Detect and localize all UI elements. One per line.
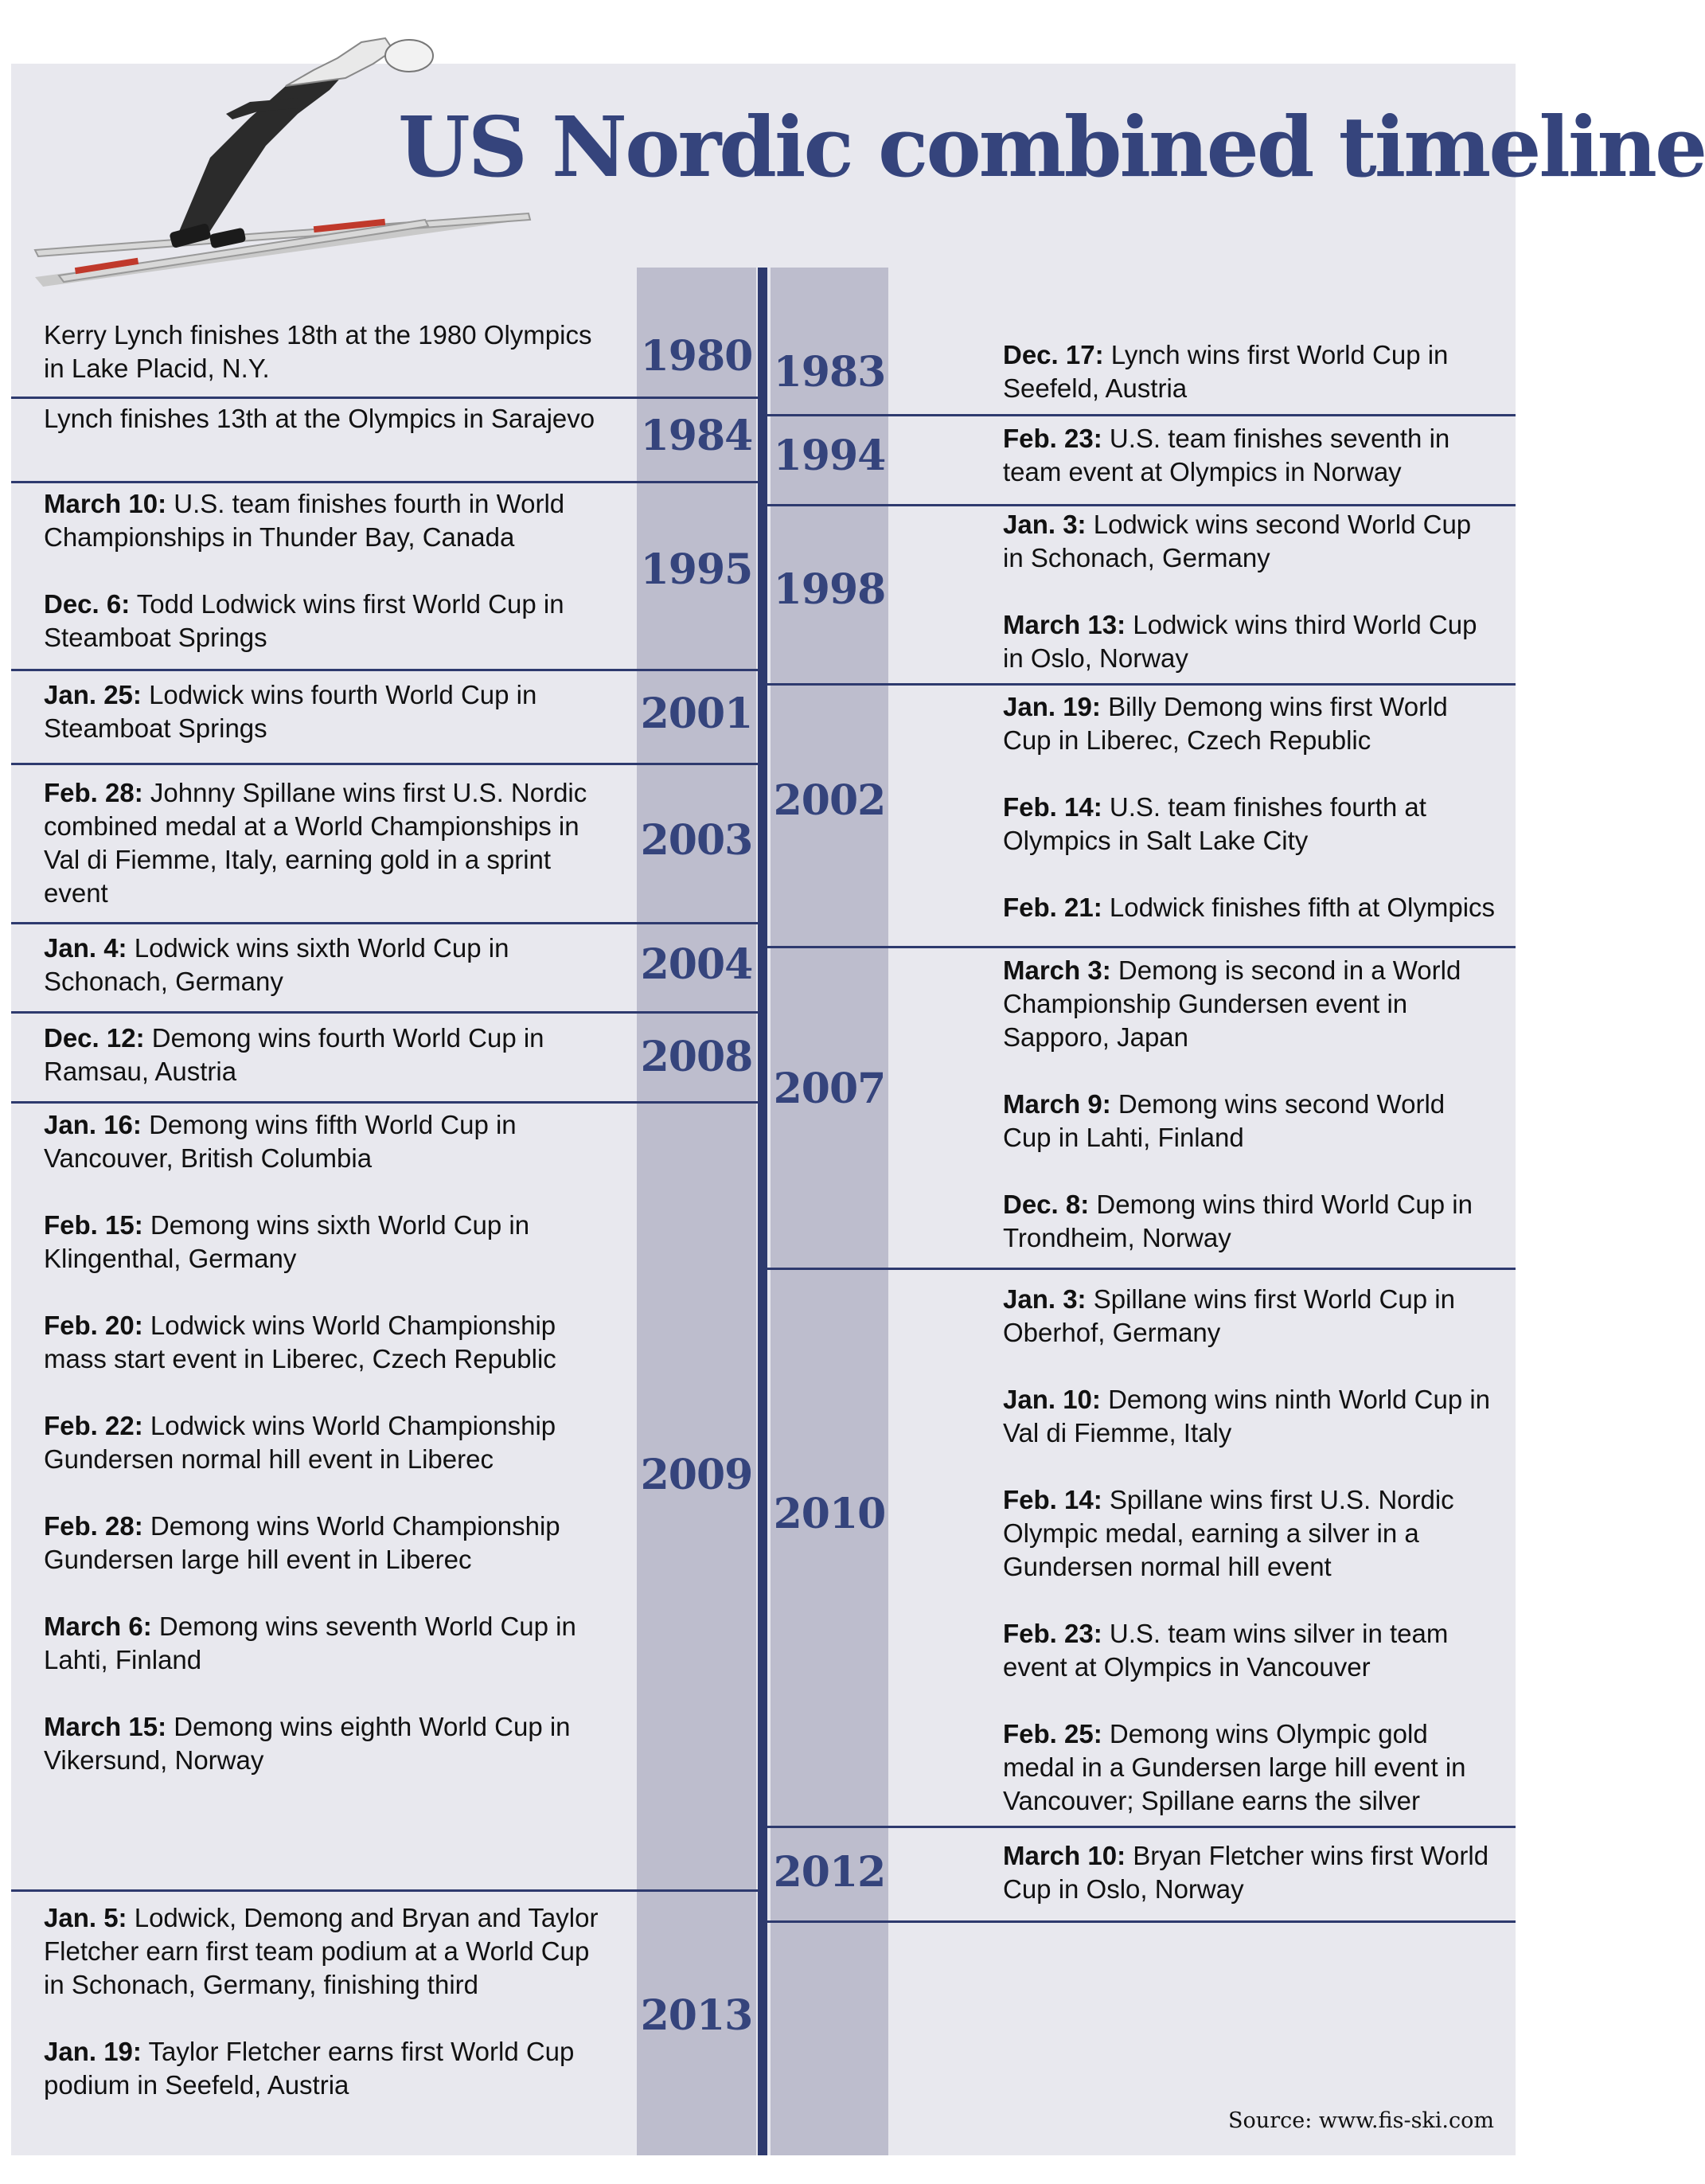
event-date: Feb. 25:: [1003, 1719, 1102, 1748]
year-label-2010: 2010: [773, 1490, 886, 1538]
event-text: Demong wins third World Cup in Trondheim, Norway: [1003, 1190, 1473, 1252]
event-text: U.S. team finishes fourth at Olympics in Salt Lake City: [1003, 792, 1426, 855]
year-separator: [11, 1011, 758, 1014]
event-text: Demong wins World Championship Gundersen large hill event in Liberec: [44, 1511, 560, 1574]
event-entry: [44, 1022, 617, 1088]
year-separator: [11, 1101, 758, 1104]
year-label-2003: 2003: [640, 816, 753, 865]
event-date: Feb. 20:: [44, 1311, 143, 1340]
event-entry: [44, 588, 617, 654]
event-text: Lodwick wins World Championship Gundersen normal hill event in Liberec: [44, 1411, 556, 1474]
year-label-2013: 2013: [640, 1991, 753, 2040]
year-separator: [767, 1268, 1516, 1270]
event-entry: [44, 776, 617, 910]
event-entry: [44, 1409, 617, 1476]
event-date: Feb. 14:: [1003, 792, 1102, 822]
left-event-group-2003: [44, 776, 617, 910]
event-date: Jan. 3:: [1003, 1284, 1087, 1314]
event-date: March 15:: [44, 1712, 167, 1741]
right-event-group-2002: [1003, 690, 1496, 924]
left-event-group-2009: [44, 1108, 617, 1777]
event-text: Billy Demong wins first World Cup in Liberec, Czech Republic: [1003, 692, 1448, 755]
year-separator: [11, 1889, 758, 1892]
event-entry: [1003, 1839, 1496, 1906]
year-label-2008: 2008: [640, 1033, 753, 1081]
event-entry: [1003, 1617, 1496, 1684]
event-date: Jan. 3:: [1003, 510, 1087, 539]
event-date: March 6:: [44, 1612, 152, 1641]
event-text: Lynch finishes 13th at the Olympics in Sarajevo: [44, 404, 595, 433]
event-date: Feb. 14:: [1003, 1485, 1102, 1514]
event-entry: [1003, 608, 1496, 675]
event-entry: [1003, 1188, 1496, 1255]
event-entry: [44, 1901, 617, 2002]
event-text: Lodwick wins fourth World Cup in Steamboat Springs: [44, 680, 537, 743]
event-date: March 10:: [44, 489, 167, 518]
event-entry: [1003, 891, 1496, 924]
event-entry: [1003, 1383, 1496, 1450]
event-text: Kerry Lynch finishes 18th at the 1980 Olympics in Lake Placid, N.Y.: [44, 320, 592, 383]
event-date: March 9:: [1003, 1089, 1111, 1119]
event-text: Lodwick, Demong and Bryan and Taylor Fletcher earn first team podium at a World Cup in Schonach, Germany, finishing third: [44, 1903, 599, 1999]
left-event-group-2008: [44, 1022, 617, 1088]
event-entry: [1003, 1483, 1496, 1584]
year-separator: [11, 397, 758, 399]
source-credit: Source: www.fis-ski.com: [1228, 2108, 1494, 2133]
right-event-group-1983: [1003, 338, 1496, 405]
year-separator: [11, 763, 758, 765]
event-entry: [1003, 1283, 1496, 1350]
event-date: Feb. 28:: [44, 778, 143, 807]
event-date: Feb. 23:: [1003, 424, 1102, 453]
event-entry: [1003, 338, 1496, 405]
year-separator: [767, 414, 1516, 416]
event-entry: [44, 1108, 617, 1175]
event-text: Spillane wins first U.S. Nordic Olympic medal, earning a silver in a Gundersen normal hill event: [1003, 1485, 1454, 1581]
event-text: U.S. team finishes fourth in World Championships in Thunder Bay, Canada: [44, 489, 565, 552]
event-entry: [1003, 508, 1496, 575]
event-entry: [44, 2035, 617, 2102]
event-date: Jan. 19:: [1003, 692, 1101, 721]
year-label-2004: 2004: [640, 940, 753, 989]
event-text: Lodwick finishes fifth at Olympics: [1109, 893, 1496, 922]
event-date: Jan. 10:: [1003, 1385, 1101, 1414]
event-text: Demong wins sixth World Cup in Klingenthal, Germany: [44, 1210, 530, 1273]
right-event-group-2010: [1003, 1283, 1496, 1818]
event-entry: [44, 1309, 617, 1376]
event-date: March 3:: [1003, 955, 1111, 985]
event-entry: [1003, 1088, 1496, 1155]
event-date: Dec. 8:: [1003, 1190, 1090, 1219]
event-date: Jan. 5:: [44, 1903, 127, 1932]
year-label-2012: 2012: [773, 1848, 886, 1897]
left-event-group-1984: [44, 402, 617, 436]
right-event-group-2007: [1003, 954, 1496, 1255]
left-event-group-1980: [44, 318, 617, 385]
event-text: Lodwick wins World Championship mass start event in Liberec, Czech Republic: [44, 1311, 556, 1373]
event-date: Feb. 15:: [44, 1210, 143, 1240]
year-separator: [11, 481, 758, 483]
event-date: Jan. 4:: [44, 933, 127, 963]
event-text: Lodwick wins third World Cup in Oslo, Norway: [1003, 610, 1477, 673]
year-label-2002: 2002: [773, 776, 886, 825]
event-text: Lodwick wins second World Cup in Schonach, Germany: [1003, 510, 1472, 572]
event-date: Dec. 12:: [44, 1023, 145, 1053]
event-text: Demong wins fourth World Cup in Ramsau, Austria: [44, 1023, 544, 1086]
timeline-axis: [758, 268, 767, 2155]
page-title: US Nordic combined timeline: [398, 98, 1705, 196]
event-text: Spillane wins first World Cup in Oberhof, Germany: [1003, 1284, 1455, 1347]
event-text: Lodwick wins sixth World Cup in Schonach, Germany: [44, 933, 509, 996]
event-date: Feb. 23:: [1003, 1619, 1102, 1648]
year-separator: [11, 922, 758, 924]
year-separator: [767, 1920, 1516, 1923]
right-event-group-1994: [1003, 422, 1496, 489]
year-label-1980: 1980: [640, 332, 753, 381]
event-date: Dec. 17:: [1003, 340, 1104, 369]
event-text: Demong wins Olympic gold medal in a Gundersen large hill event in Vancouver; Spillane earns the silver: [1003, 1719, 1466, 1815]
year-label-1994: 1994: [773, 432, 886, 480]
year-separator: [767, 946, 1516, 948]
event-entry: [44, 678, 617, 745]
event-text: U.S. team wins silver in team event at Olympics in Vancouver: [1003, 1619, 1449, 1682]
event-text: Todd Lodwick wins first World Cup in Steamboat Springs: [44, 589, 564, 652]
event-date: March 13:: [1003, 610, 1126, 639]
year-label-2007: 2007: [773, 1065, 886, 1113]
event-entry: [44, 487, 617, 554]
year-separator: [767, 504, 1516, 506]
event-date: Feb. 22:: [44, 1411, 143, 1440]
year-separator: [767, 683, 1516, 686]
event-text: Lynch wins first World Cup in Seefeld, Austria: [1003, 340, 1449, 403]
event-date: Feb. 21:: [1003, 893, 1102, 922]
event-entry: [44, 1209, 617, 1276]
event-text: Demong wins second World Cup in Lahti, Finland: [1003, 1089, 1446, 1152]
event-text: Demong wins fifth World Cup in Vancouver, British Columbia: [44, 1110, 517, 1173]
year-label-2009: 2009: [640, 1451, 753, 1499]
event-text: Taylor Fletcher earns first World Cup podium in Seefeld, Austria: [44, 2037, 575, 2100]
event-entry: [1003, 791, 1496, 858]
right-event-group-2012: [1003, 1839, 1496, 1906]
right-event-group-1998: [1003, 508, 1496, 675]
event-text: Demong wins eighth World Cup in Vikersund, Norway: [44, 1712, 571, 1775]
year-label-1998: 1998: [773, 565, 886, 614]
event-entry: [44, 318, 617, 385]
event-entry: [1003, 1717, 1496, 1818]
left-event-group-1995: [44, 487, 617, 654]
event-entry: [1003, 690, 1496, 757]
left-event-group-2001: [44, 678, 617, 745]
event-date: Dec. 6:: [44, 589, 131, 619]
event-entry: [44, 1510, 617, 1576]
event-entry: [44, 1710, 617, 1777]
year-label-2001: 2001: [640, 690, 753, 738]
year-label-1984: 1984: [640, 412, 753, 460]
event-text: Bryan Fletcher wins first World Cup in Oslo, Norway: [1003, 1841, 1489, 1904]
event-date: Jan. 19:: [44, 2037, 142, 2066]
event-date: Jan. 25:: [44, 680, 142, 709]
event-entry: [44, 932, 617, 998]
event-text: Demong wins seventh World Cup in Lahti, Finland: [44, 1612, 576, 1674]
event-date: Feb. 28:: [44, 1511, 143, 1541]
year-label-1995: 1995: [640, 545, 753, 594]
event-text: Demong is second in a World Championship Gundersen event in Sapporo, Japan: [1003, 955, 1461, 1052]
left-event-group-2013: [44, 1901, 617, 2102]
event-date: Jan. 16:: [44, 1110, 142, 1139]
event-text: Johnny Spillane wins first U.S. Nordic combined medal at a World Championships in Val di Fiemme, Italy, earning gold in a sprint event: [44, 778, 587, 908]
year-label-1983: 1983: [773, 348, 886, 397]
event-entry: [1003, 954, 1496, 1054]
event-entry: [44, 1610, 617, 1677]
event-text: U.S. team finishes seventh in team event at Olympics in Norway: [1003, 424, 1450, 486]
event-text: Demong wins ninth World Cup in Val di Fiemme, Italy: [1003, 1385, 1491, 1448]
left-event-group-2004: [44, 932, 617, 998]
event-entry: [1003, 422, 1496, 489]
year-separator: [767, 1826, 1516, 1828]
event-date: March 10:: [1003, 1841, 1126, 1870]
event-entry: [44, 402, 617, 436]
year-separator: [11, 669, 758, 671]
